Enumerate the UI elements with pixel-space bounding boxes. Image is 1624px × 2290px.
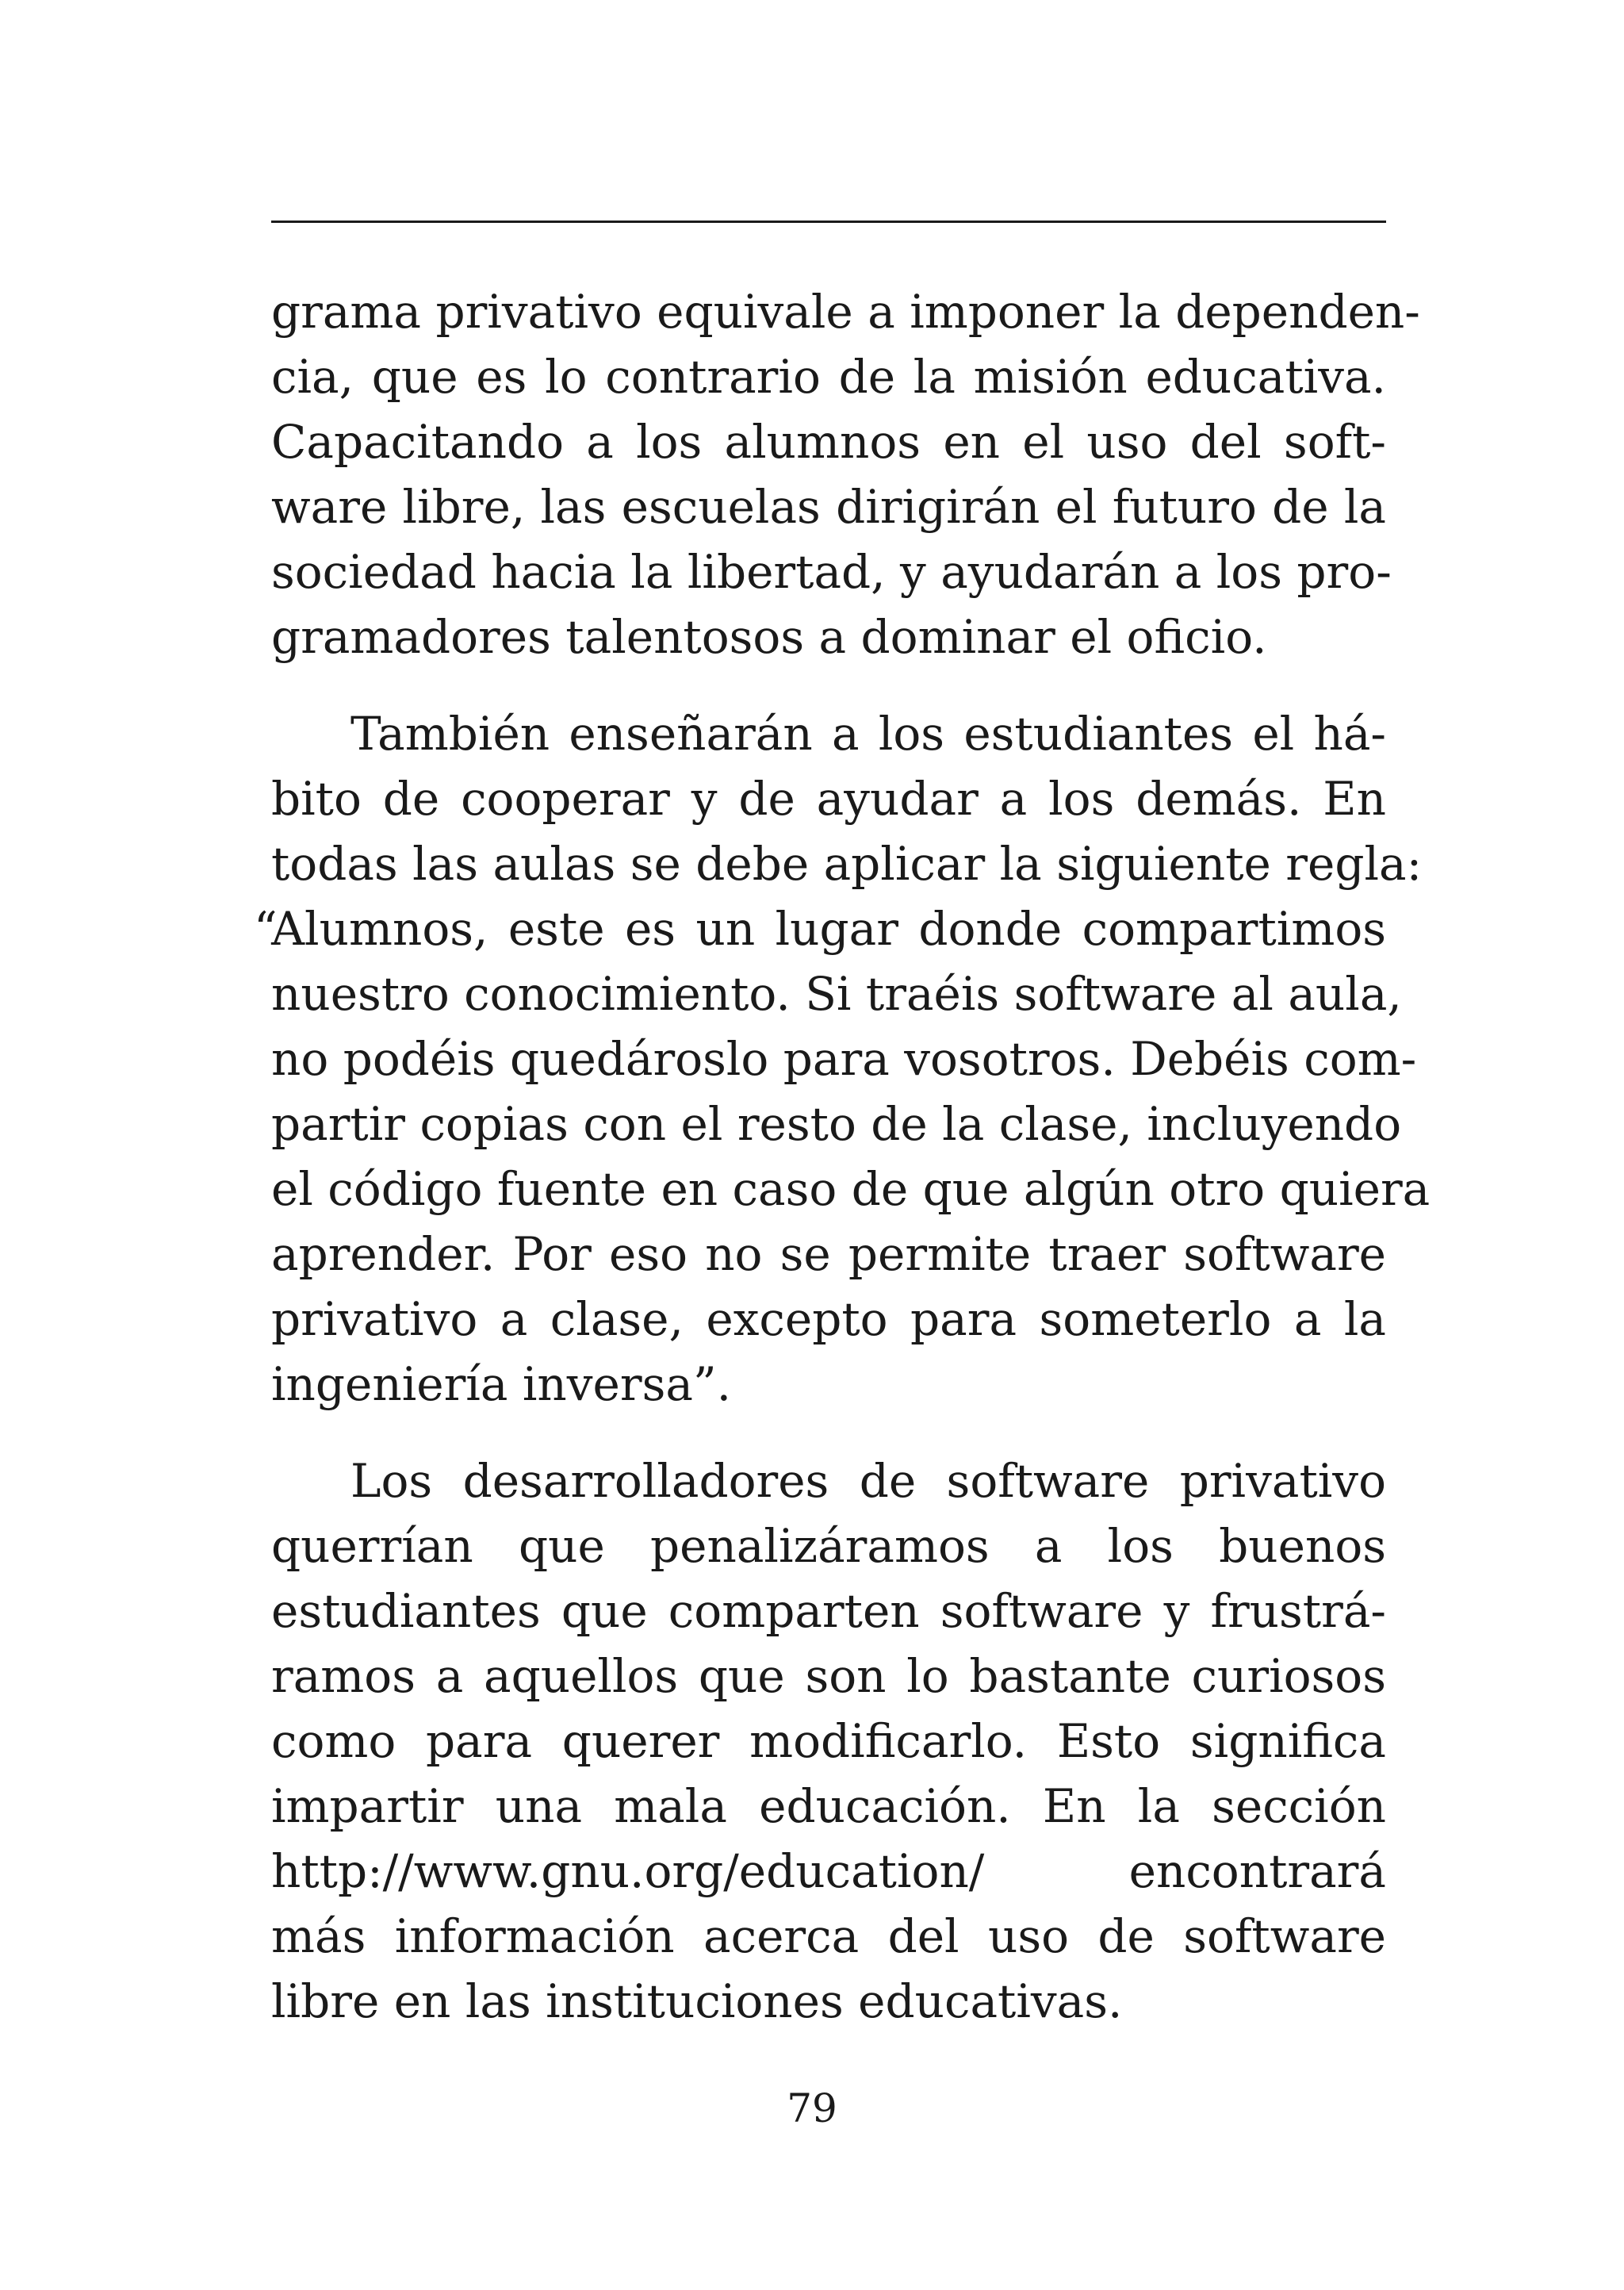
text-line: el código fuente en caso de que algún otro quiera (271, 1162, 1431, 1216)
text-line: querrían que penalizáramos a los buenos (271, 1519, 1386, 1573)
text-line: sociedad hacia la libertad, y ayudarán a los pro- (271, 545, 1392, 599)
text-line: bito de cooperar y de ayudar a los demás. En (271, 772, 1386, 826)
text-line: ramos a aquellos que son lo bastante curiosos (271, 1649, 1386, 1703)
text-line: grama privativo equivale a imponer la dependen- (271, 285, 1420, 339)
text-line: como para querer modificarlo. Esto significa (271, 1714, 1386, 1768)
text-line: Los desarrolladores de software privativo (350, 1454, 1386, 1508)
text-line: impartir una mala educación. En la sección (271, 1779, 1386, 1833)
text-line: cia, que es lo contrario de la misión educativa. (271, 350, 1386, 404)
text-line: más información acerca del uso de software (271, 1909, 1386, 1963)
text-line: Capacitando a los alumnos en el uso del soft- (271, 415, 1386, 469)
text-line: aprender. Por eso no se permite traer software (271, 1227, 1386, 1281)
text-line: estudiantes que comparten software y frustrá- (271, 1584, 1386, 1638)
text-line: gramadores talentosos a dominar el oficio. (271, 610, 1267, 664)
text-line-with-link: http://www.gnu.org/education/ encontrará (271, 1844, 1386, 1898)
text-line: privativo a clase, excepto para someterlo a la (271, 1292, 1386, 1346)
paragraph-3 (271, 1448, 1386, 2034)
text-line: nuestro conocimiento. Si traéis software al aula, (271, 967, 1402, 1021)
text-line: no podéis quedároslo para vosotros. Debéis com- (271, 1032, 1417, 1086)
text-line: libre en las instituciones educativas. (271, 1974, 1123, 2028)
text-line: todas las aulas se debe aplicar la siguiente regla: (271, 837, 1423, 891)
page-number: 79 (787, 2085, 837, 2131)
text-line: También enseñarán a los estudiantes el há- (350, 707, 1386, 761)
body-text (254, 279, 1431, 2034)
header-rule (271, 221, 1386, 223)
paragraph-spacer (271, 669, 1386, 701)
text-line: “Alumnos, este es un lugar donde compartimos (254, 902, 1386, 956)
paragraph-spacer (271, 1417, 1386, 1448)
text-line: partir copias con el resto de la clase, incluyendo (271, 1097, 1402, 1151)
paragraph-1 (271, 279, 1420, 669)
text-line: ingeniería inversa”. (271, 1357, 732, 1411)
text-line: ware libre, las escuelas dirigirán el futuro de la (271, 480, 1386, 534)
paragraph-2 (254, 701, 1431, 1417)
